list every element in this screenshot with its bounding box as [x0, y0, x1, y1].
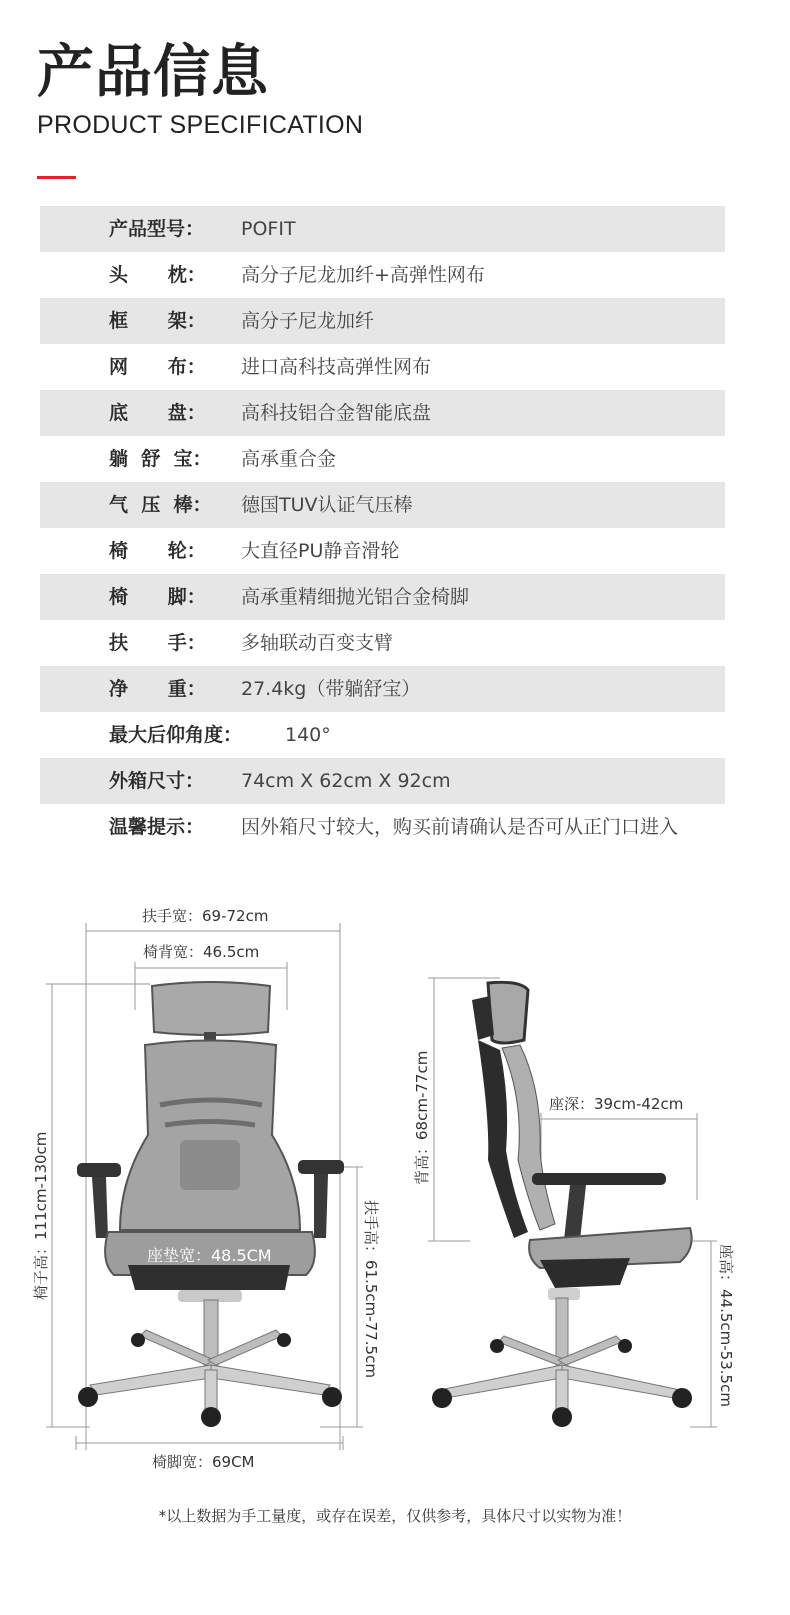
front-chair-illustration — [77, 982, 344, 1427]
spec-value: 多轴联动百变支臂 — [241, 632, 394, 654]
spec-label: 底 盘： — [109, 402, 206, 424]
spec-value: 高科技铝合金智能底盘 — [241, 402, 432, 424]
spec-label: 气 压 棒： — [109, 494, 212, 516]
disclaimer-note: *以上数据为手工量度，或存在误差，仅供参考，具体尺寸以实物为准！ — [158, 1507, 632, 1525]
seat-width-label: 座垫宽：48.5CM — [147, 1246, 272, 1265]
spec-label: 扶 手： — [109, 632, 206, 654]
spec-value: 进口高科技高弹性网布 — [241, 356, 432, 378]
spec-value: 高分子尼龙加纤 — [241, 310, 375, 332]
side-chair-illustration — [432, 982, 692, 1427]
chair-height-label: 椅子高：111cm-130cm — [32, 1131, 50, 1300]
armrest-width-label: 扶手宽：69-72cm — [142, 907, 269, 925]
spec-label: 椅 脚： — [109, 586, 206, 608]
spec-label: 头 枕： — [109, 264, 206, 286]
base-width-label: 椅脚宽：69CM — [152, 1453, 255, 1471]
spec-value: 27.4kg（带躺舒宝） — [241, 678, 421, 700]
back-height-label: 背高：68cm-77cm — [413, 1050, 431, 1185]
spec-label: 净 重： — [109, 678, 206, 700]
spec-label: 最大后仰角度： — [109, 724, 243, 746]
spec-value: 高承重精细抛光铝合金椅脚 — [241, 586, 470, 608]
page-subtitle: PRODUCT SPECIFICATION — [37, 111, 364, 139]
spec-label: 产品型号： — [109, 218, 205, 240]
spec-label: 椅 轮： — [109, 540, 206, 562]
spec-label: 温馨提示： — [109, 816, 205, 838]
back-width-label: 椅背宽：46.5cm — [143, 943, 260, 961]
seat-depth-label: 座深：39cm-42cm — [549, 1095, 684, 1113]
armrest-height-label: 扶手高：61.5cm-77.5cm — [362, 1200, 380, 1378]
spec-value: 因外箱尺寸较大，购买前请确认是否可从正门口进入 — [241, 816, 679, 838]
spec-value: 140° — [285, 724, 331, 746]
spec-value: 高分子尼龙加纤+高弹性网布 — [241, 264, 485, 286]
page-title: 产品信息 — [37, 39, 269, 105]
spec-value: 高承重合金 — [241, 448, 337, 470]
spec-value: 德国TUV认证气压棒 — [241, 494, 413, 516]
spec-label: 框 架： — [109, 310, 206, 332]
spec-value: 大直径PU静音滑轮 — [241, 540, 400, 562]
spec-label: 外箱尺寸： — [109, 770, 205, 792]
spec-label: 网 布： — [109, 356, 206, 378]
spec-label: 躺 舒 宝： — [109, 448, 212, 470]
seat-height-label: 座高：44.5cm-53.5cm — [717, 1244, 735, 1407]
spec-value: 74cm X 62cm X 92cm — [241, 770, 451, 792]
spec-value: POFIT — [241, 218, 296, 240]
